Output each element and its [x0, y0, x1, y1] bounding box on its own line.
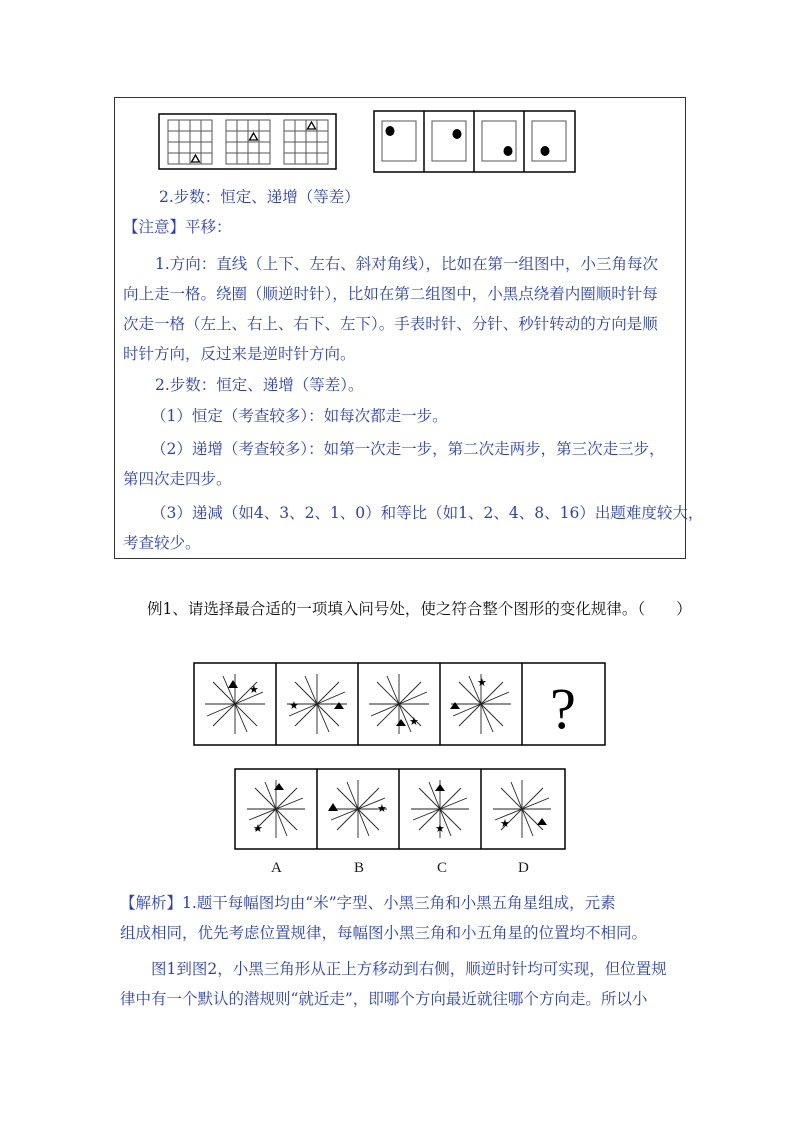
- option-label-b: B: [354, 860, 365, 876]
- box-line-8: （1）恒定（考查较多）：如每次都走一步。: [151, 407, 448, 425]
- svg-text:★: ★: [477, 676, 487, 689]
- grid-figure-group: [158, 113, 338, 175]
- svg-text:★: ★: [500, 817, 510, 830]
- dot-square-illustration: [373, 110, 577, 174]
- analysis-line-4: 律中有一个默认的潜规则“就近走”，即哪个方向最近就往哪个方向走。所以小: [120, 990, 648, 1008]
- option-figures: [234, 768, 566, 850]
- box-line-3: 1.方向：直线（上下、左右、斜对角线），比如在第一组图中，小三角每次: [155, 255, 659, 273]
- analysis-line-3: 图1到图2，小黑三角形从正上方移动到右侧，顺逆时针均可实现，但位置规: [151, 960, 667, 978]
- box-line-12: 考查较少。: [123, 534, 201, 552]
- question-figures: [193, 662, 606, 746]
- analysis-line-1: 【解析】1.题干每幅图均由“米”字型、小黑三角和小黑五角星组成，元素: [120, 894, 616, 912]
- box-line-9: （2）递增（考查较多）：如第一次走一步，第二次走两步，第三次走三步，: [151, 440, 665, 458]
- box-line-7: 2.步数：恒定、递增（等差）。: [155, 376, 364, 394]
- box-line-6: 时针方向，反过来是逆时针方向。: [123, 345, 356, 363]
- svg-text:★: ★: [409, 715, 419, 728]
- svg-text:★: ★: [253, 822, 263, 835]
- options-figure-row: [234, 768, 566, 850]
- svg-text:★: ★: [249, 683, 259, 696]
- svg-text:★: ★: [377, 802, 387, 815]
- svg-text:★: ★: [289, 699, 299, 712]
- option-label-a: A: [271, 860, 282, 876]
- box-line-5: 次走一格（左上、右上、右下、左下）。手表时针、分针、秒针转动的方向是顺: [123, 315, 658, 333]
- note-heading: 【注意】平移：: [123, 218, 232, 236]
- question-figure-row: [193, 662, 606, 746]
- triangle-grid-illustration: [158, 113, 338, 171]
- svg-text:★: ★: [435, 822, 445, 835]
- box-line-4: 向上走一格。绕圈（顺逆时针），比如在第二组图中，小黑点绕着内圈顺时针每: [123, 285, 658, 303]
- question-text: 例1、请选择最合适的一项填入问号处，使之符合整个图形的变化规律。（ ）: [147, 600, 692, 618]
- option-label-c: C: [437, 860, 448, 876]
- box-line-1: 2.步数：恒定、递增（等差）: [159, 188, 360, 206]
- dot-figure-group: [373, 110, 577, 178]
- option-label-d: D: [518, 860, 529, 876]
- analysis-line-2: 组成相同，优先考虑位置规律，每幅图小黑三角和小五角星的位置均不相同。: [120, 924, 648, 942]
- box-line-10: 第四次走四步。: [123, 470, 232, 488]
- question-mark: ?: [550, 676, 576, 741]
- box-line-11: （3）递减（如4、3、2、1、0）和等比（如1、2、4、8、16）出题难度较大，: [151, 504, 704, 522]
